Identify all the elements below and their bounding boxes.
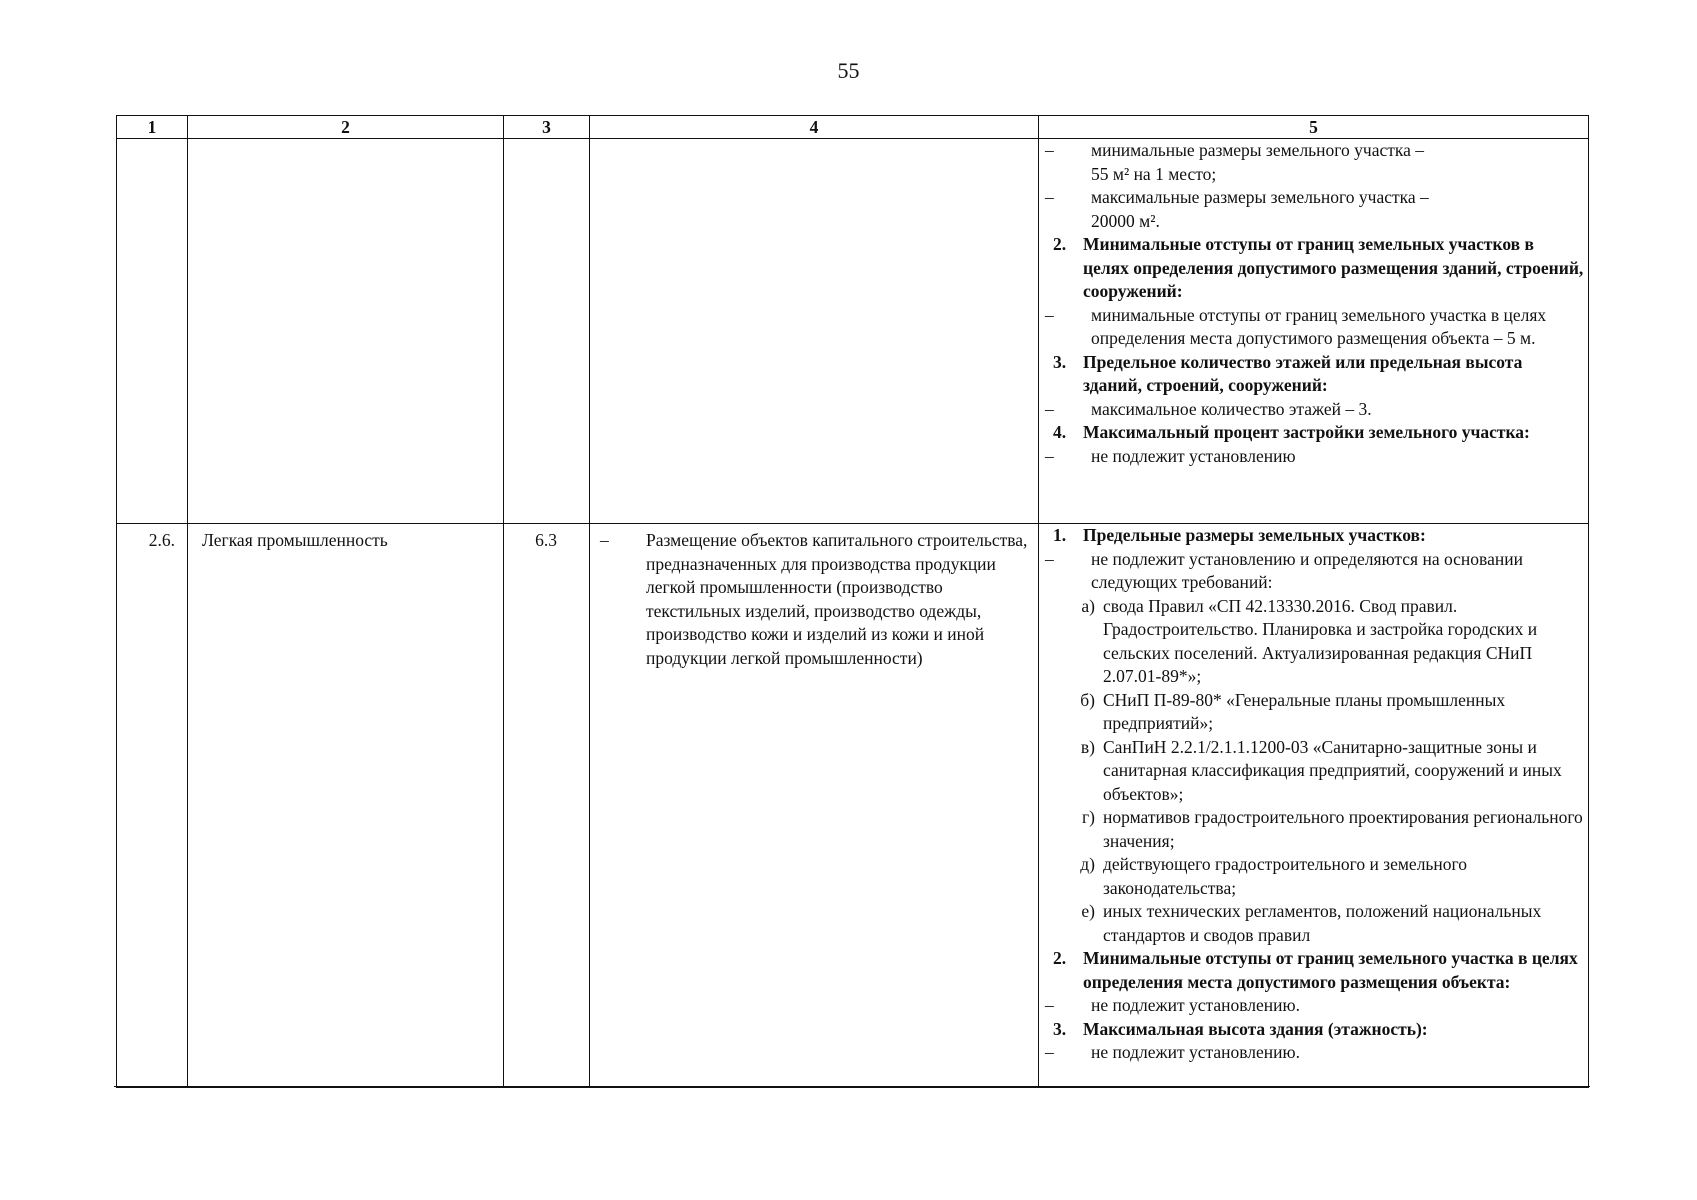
use-description: [590, 524, 1039, 1088]
column-header-4: 4: [590, 116, 1039, 139]
section-number: 2.: [1053, 948, 1067, 968]
item-text: действующего градостроительного и земельного законодательства;: [1103, 854, 1468, 898]
item-text: не подлежит установлению: [1091, 445, 1296, 466]
item-letter: б): [1080, 689, 1095, 710]
item-letter: д): [1080, 854, 1095, 874]
list-item: [1045, 1041, 1584, 1065]
column-header-3: 3: [504, 116, 590, 139]
item-text: максимальное количество этажей – 3.: [1091, 398, 1372, 419]
list-item: [1045, 398, 1584, 422]
item-letter: а): [1081, 595, 1095, 616]
table-cell: [504, 139, 590, 524]
indent: [1045, 210, 1091, 234]
dash-marker: –: [1045, 398, 1054, 419]
row-number: 2.6.: [117, 524, 188, 1088]
table-row: [117, 524, 1589, 1088]
column-header-1: 1: [117, 116, 188, 139]
dash-marker: –: [1045, 445, 1054, 466]
sub-list-item: [1045, 595, 1584, 689]
dash-marker: –: [1045, 140, 1054, 160]
item-text: Предельные размеры земельных участков:: [1083, 525, 1426, 545]
section-number: 4.: [1053, 422, 1067, 442]
table-cell: [188, 139, 504, 524]
table-row: [117, 139, 1589, 524]
item-text: не подлежит установлению и определяются на основании следующих требований:: [1091, 548, 1523, 592]
table-cell: [590, 139, 1039, 524]
list-item: [1045, 304, 1584, 351]
list-item-continuation: [1045, 210, 1584, 234]
dash-marker: –: [600, 530, 609, 550]
regulations-table: [116, 115, 1589, 1088]
item-text: нормативов градостроительного проектирования регионального значения;: [1103, 807, 1583, 851]
item-text: иных технических регламентов, положений национальных стандартов и сводов правил: [1103, 901, 1542, 945]
item-text: максимальные размеры земельного участка –: [1091, 187, 1429, 207]
bottom-rule: [114, 1086, 1590, 1087]
indent: [1045, 163, 1091, 187]
section-number: 2.: [1053, 234, 1067, 254]
section-heading: [1045, 1018, 1584, 1042]
item-text: СНиП П-89-80* «Генеральные планы промышленных предприятий»;: [1103, 689, 1506, 733]
item-text: свода Правил «СП 42.13330.2016. Свод правил. Градостроительство. Планировка и застройка городских и сельских поселений. Актуализированная редакция СНиП 2.07.01-89*»;: [1103, 595, 1538, 686]
item-text: Максимальная высота здания (этажность):: [1083, 1018, 1428, 1039]
section-heading: [1045, 351, 1584, 398]
item-text: Минимальные отступы от границ земельного участка в целях определения места допустимого размещения объекта:: [1083, 948, 1578, 992]
description-text: Размещение объектов капитального строительства, предназначенных для производства продукции легкой промышленности (производство текстильных изделий, производство одежды, производство кожи и изделий из кожи и иной продукции легкой промышленности): [646, 530, 1028, 668]
section-heading: [1045, 524, 1584, 548]
list-item: [600, 529, 1030, 670]
list-item: [1045, 186, 1584, 210]
section-number: 1.: [1053, 525, 1067, 545]
list-item: [1045, 139, 1584, 163]
column-header-5: 5: [1039, 116, 1589, 139]
item-text: Предельное количество этажей или предельная высота зданий, строений, сооружений:: [1083, 351, 1523, 395]
sub-list-item: [1045, 806, 1584, 853]
page-number: 55: [837, 58, 860, 83]
item-text: минимальные отступы от границ земельного участка в целях определения места допустимого размещения объекта – 5 м.: [1091, 304, 1547, 348]
item-letter: г): [1081, 807, 1095, 827]
item-text: 55 м² на 1 место;: [1091, 163, 1217, 184]
item-text: не подлежит установлению.: [1091, 995, 1300, 1015]
section-heading: [1045, 421, 1584, 445]
list-item: [1045, 548, 1584, 595]
sub-list-item: [1045, 736, 1584, 807]
section-number: 3.: [1053, 351, 1067, 372]
sub-list-item: [1045, 689, 1584, 736]
item-text: 20000 м².: [1091, 210, 1160, 231]
classifier-code: 6.3: [504, 524, 590, 1088]
item-text: не подлежит установлению.: [1091, 1042, 1300, 1062]
sub-list-item: [1045, 853, 1584, 900]
sub-list-item: [1045, 900, 1584, 947]
parameters-cell: [1039, 139, 1589, 524]
header-row: [117, 116, 1589, 139]
item-text: Минимальные отступы от границ земельных участков в целях определения допустимого размещения зданий, строений, сооружений:: [1083, 234, 1584, 301]
dash-marker: –: [1045, 304, 1054, 325]
dash-marker: –: [1045, 187, 1054, 207]
dash-marker: –: [1045, 1042, 1054, 1062]
parameters-cell: [1039, 524, 1589, 1088]
list-item-continuation: [1045, 163, 1584, 187]
item-text: СанПиН 2.2.1/2.1.1.1200-03 «Санитарно-защитные зоны и санитарная классификация предприятий, сооружений и иных объектов»;: [1103, 736, 1562, 804]
dash-marker: –: [1045, 548, 1054, 569]
section-number: 3.: [1053, 1018, 1067, 1039]
section-heading: [1045, 233, 1584, 304]
table-cell: [117, 139, 188, 524]
item-letter: е): [1081, 901, 1095, 921]
item-text: минимальные размеры земельного участка –: [1091, 140, 1425, 160]
item-text: Максимальный процент застройки земельного участка:: [1083, 422, 1530, 442]
column-header-2: 2: [188, 116, 504, 139]
use-type-name: Легкая промышленность: [188, 524, 504, 1088]
dash-marker: –: [1045, 995, 1054, 1015]
list-item: [1045, 445, 1584, 469]
section-heading: [1045, 947, 1584, 994]
item-letter: в): [1080, 736, 1095, 757]
list-item: [1045, 994, 1584, 1018]
